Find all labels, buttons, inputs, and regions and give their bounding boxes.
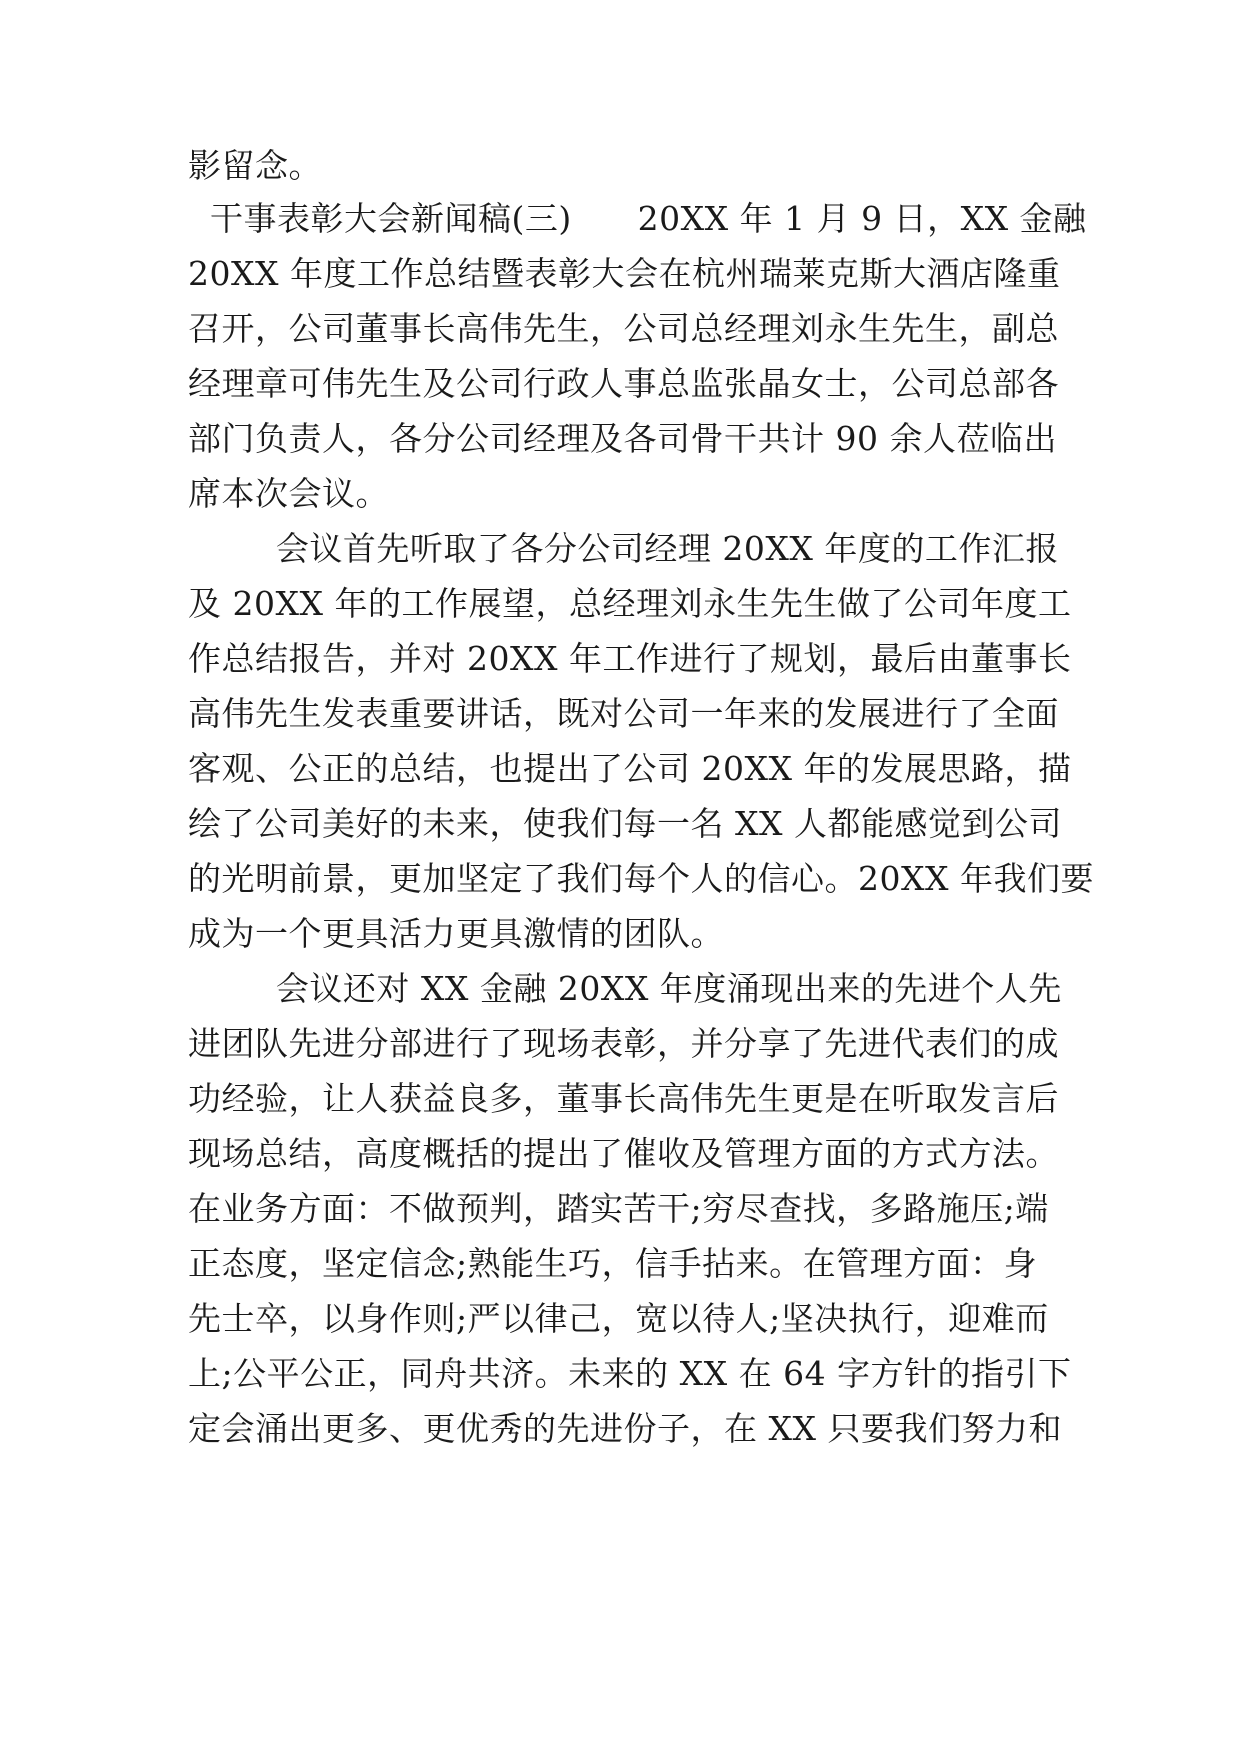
text-line: 正态度，坚定信念;熟能生巧，信手拈来。在管理方面：身 (188, 1244, 1038, 1283)
text-line: 作总结报告，并对 20XX 年工作进行了规划，最后由董事长 (188, 639, 1072, 678)
text-line: 经理章可伟先生及公司行政人事总监张晶女士，公司总部各 (188, 364, 1059, 403)
text-line: 干事表彰大会新闻稿(三) 20XX 年 1 月 9 日，XX 金融 (188, 199, 1087, 238)
text-line: 召开，公司董事长高伟先生，公司总经理刘永生先生，副总 (188, 309, 1059, 348)
text-line: 先士卒，以身作则;严以律己，宽以待人;坚决执行，迎难而 (188, 1299, 1049, 1338)
text-line: 席本次会议。 (188, 474, 389, 513)
text-line: 的光明前景，更加坚定了我们每个人的信心。20XX 年我们要 (188, 859, 1094, 898)
text-line: 定会涌出更多、更优秀的先进份子，在 XX 只要我们努力和 (188, 1409, 1062, 1448)
text-line: 及 20XX 年的工作展望，总经理刘永生先生做了公司年度工 (188, 584, 1072, 623)
text-line: 高伟先生发表重要讲话，既对公司一年来的发展进行了全面 (188, 694, 1059, 733)
text-line: 绘了公司美好的未来，使我们每一名 XX 人都能感觉到公司 (188, 804, 1062, 843)
text-line: 会议首先听取了各分公司经理 20XX 年度的工作汇报 (188, 529, 1059, 568)
text-line: 会议还对 XX 金融 20XX 年度涌现出来的先进个人先 (188, 969, 1062, 1008)
text-line: 在业务方面：不做预判，踏实苦干;穷尽查找，多路施压;端 (188, 1189, 1049, 1228)
text-line: 客观、公正的总结，也提出了公司 20XX 年的发展思路，描 (188, 749, 1072, 788)
text-line: 上;公平公正，同舟共济。未来的 XX 在 64 字方针的指引下 (188, 1354, 1072, 1393)
text-line: 进团队先进分部进行了现场表彰，并分享了先进代表们的成 (188, 1024, 1059, 1063)
text-line: 影留念。 (188, 146, 322, 185)
text-line: 部门负责人，各分公司经理及各司骨干共计 90 余人莅临出 (188, 419, 1057, 458)
text-line: 成为一个更具活力更具激情的团队。 (188, 914, 724, 953)
text-line: 20XX 年度工作总结暨表彰大会在杭州瑞莱克斯大酒店隆重 (188, 254, 1061, 293)
text-line: 现场总结，高度概括的提出了催收及管理方面的方式方法。 (188, 1134, 1059, 1173)
text-line: 功经验，让人获益良多，董事长高伟先生更是在听取发言后 (188, 1079, 1059, 1118)
